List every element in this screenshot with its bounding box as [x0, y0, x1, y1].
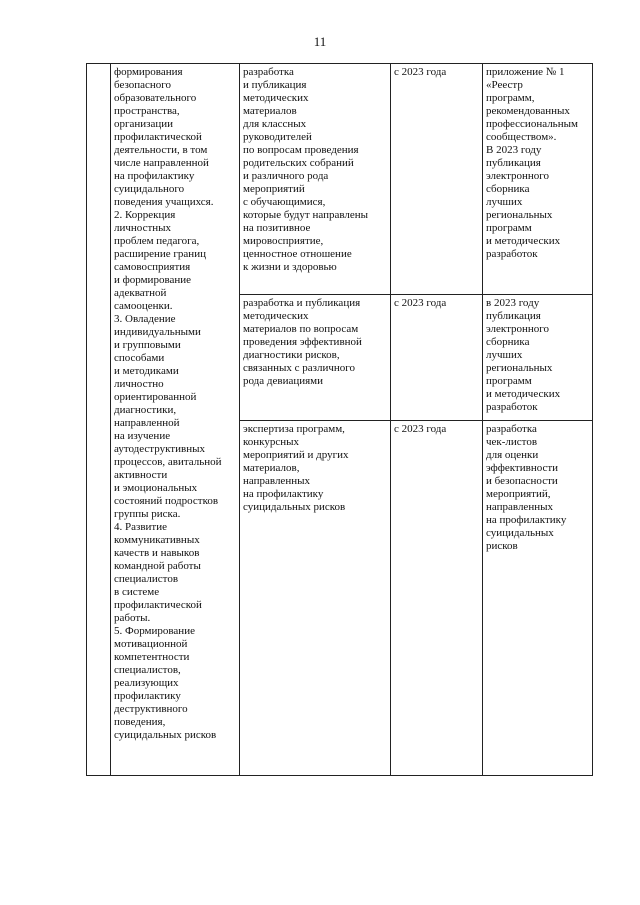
activity-cell: экспертиза программ, конкурсных мероприятий и других материалов, направленных на профилактику суицидальных рисков [240, 421, 391, 776]
activity-cell: разработка и публикация методических материалов для классных руководителей по вопросам проведения родительских собраний и различного рода мероприятий с обучающимися, которые будут направлены на позитивное мировосприятие, ценностное отношение к жизни и здоровью [240, 64, 391, 295]
result-cell: приложение № 1 «Реестр программ, рекомендованных профессиональным сообществом». В 2023 году публикация электронного сборника лучших региональных программ и методических разработок [483, 64, 593, 295]
date-cell: с 2023 года [391, 64, 483, 295]
tasks-cell: формирования безопасного образовательного пространства, организации профилактической деятельности, в том числе направленной на профилактику суицидального поведения учащихся. 2. Коррекция личностных проблем педагога, расширение границ самовосприятия и формирование адекватной самооценки. 3. Овладение индивидуальными и групповыми способами и методиками личностно ориентированной диагностики, направленной на изучение аутодеструктивных процессов, авитальной активности и эмоциональных состояний подростков группы риска. 4. Развитие коммуникативных качеств и навыков командной работы специалистов в системе профилактической работы. 5. Формирование мотивационной компетентности специалистов, реализующих профилактику деструктивного поведения, суицидальных рисков [111, 64, 240, 776]
activity-cell: разработка и публикация методических материалов по вопросам проведения эффективной диагностики рисков, связанных с различного рода девиациями [240, 295, 391, 421]
measures-table [86, 63, 593, 776]
row-number-cell [87, 64, 111, 776]
page-number: 11 [313, 34, 327, 49]
result-cell: разработка чек-листов для оценки эффективности и безопасности мероприятий, направленных на профилактику суицидальных рисков [483, 421, 593, 776]
date-cell: с 2023 года [391, 295, 483, 421]
table-row [87, 64, 593, 295]
date-cell: с 2023 года [391, 421, 483, 776]
result-cell: в 2023 году публикация электронного сборника лучших региональных программ и методических разработок [483, 295, 593, 421]
